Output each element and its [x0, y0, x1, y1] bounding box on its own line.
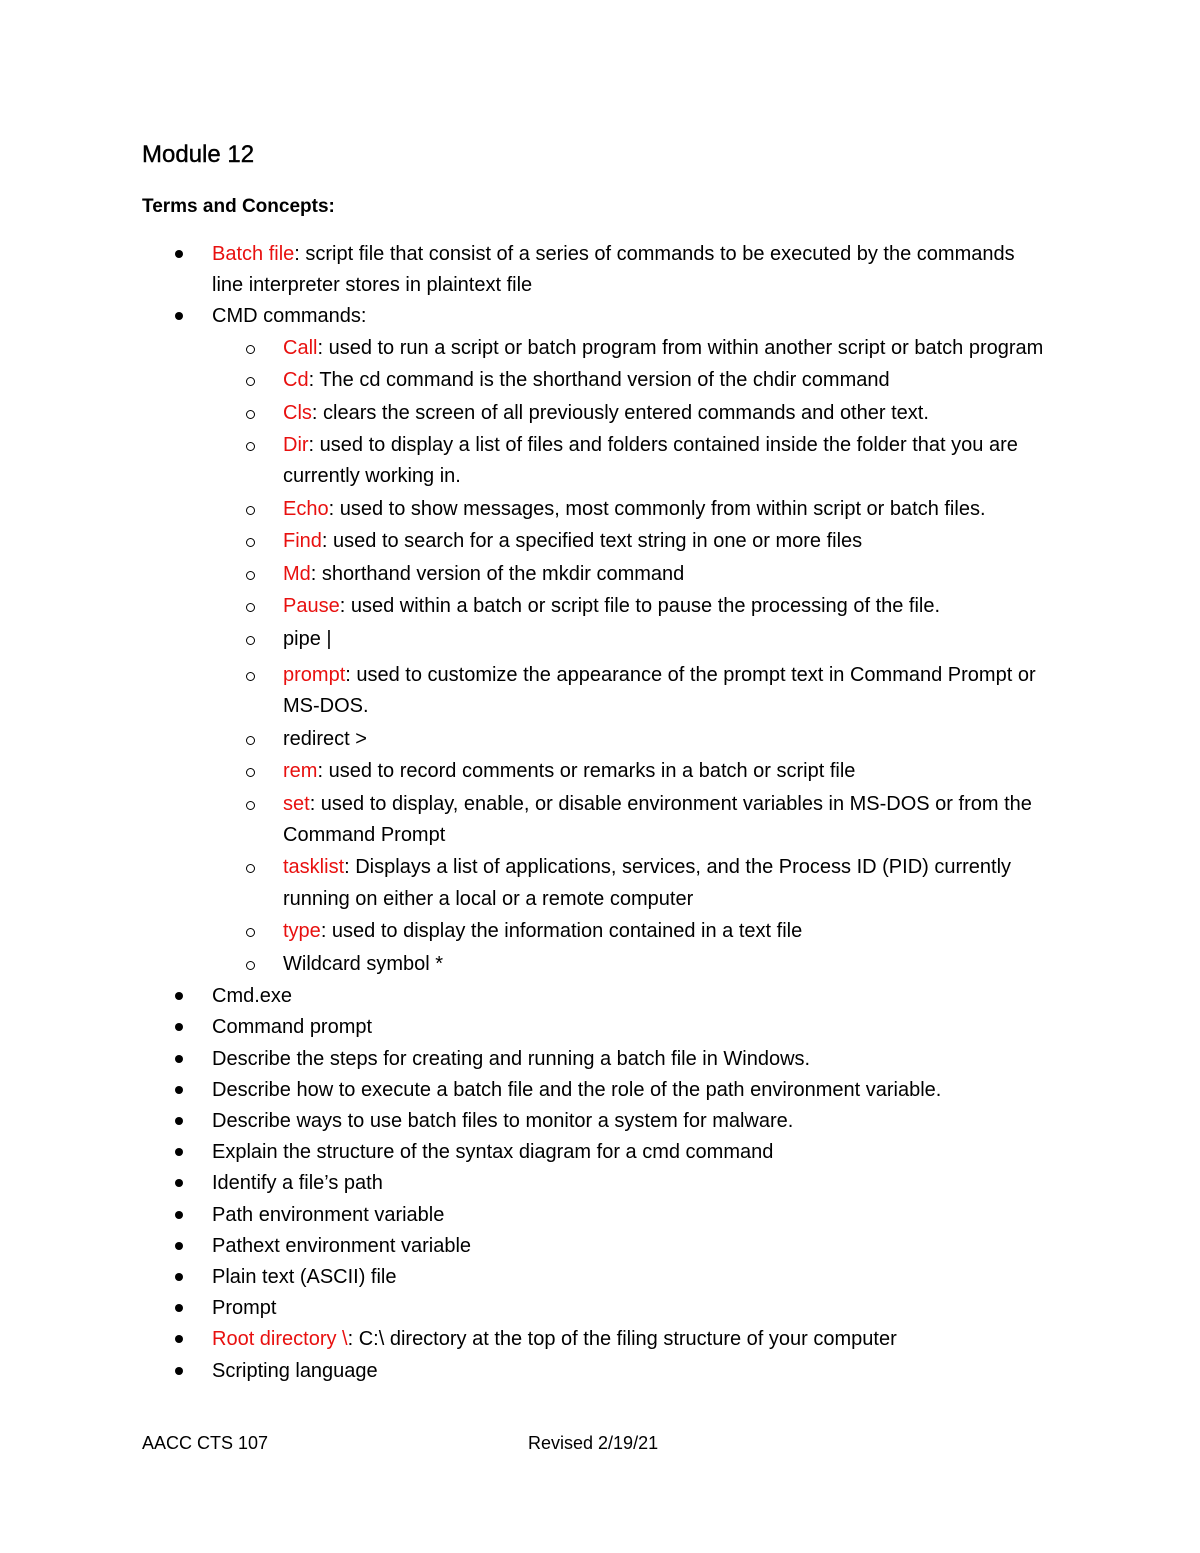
term-description: : used to search for a specified text string in one or more files [321, 530, 863, 553]
circle-bullet-icon [246, 410, 255, 419]
term-label: Pause [283, 595, 340, 618]
list-item [0, 398, 1068, 429]
circle-bullet-icon [246, 672, 255, 681]
bullet-icon [175, 992, 183, 1000]
bullet-icon [175, 1335, 183, 1343]
list-item [0, 494, 1068, 525]
cmd-commands-list [212, 333, 1044, 980]
term-description: Explain the structure of the syntax diagram for a cmd command [212, 1141, 774, 1164]
term-label: set [283, 792, 310, 815]
term-label: Echo [283, 497, 329, 520]
term-label: Cd [283, 369, 309, 392]
term-label: Batch file [212, 243, 295, 265]
list-item [0, 660, 1068, 722]
term-label: Root directory \ [212, 1328, 348, 1351]
term-label: tasklist [283, 856, 345, 879]
bullet-icon [175, 1055, 183, 1063]
list-item [0, 1262, 1032, 1293]
term-description: Plain text (ASCII) file [212, 1265, 397, 1288]
list-item [0, 1137, 1032, 1168]
term-description: Describe how to execute a batch file and the role of the path environment variable. [212, 1078, 942, 1101]
bullet-icon [175, 1086, 183, 1094]
list-item [0, 430, 1068, 492]
list-item [0, 301, 1044, 979]
term-description: : C:\ directory at the top of the filing structure of your computer [347, 1328, 897, 1351]
list-item [0, 365, 1068, 396]
list-item [0, 624, 1068, 655]
circle-bullet-icon [246, 636, 255, 645]
bullet-icon [175, 250, 183, 258]
page-title: Module 12 [142, 141, 255, 168]
term-label: Md [283, 562, 311, 585]
term-description: : Displays a list of applications, services, and the Process ID (PID) currently running on either a local or a remote computer [283, 856, 1012, 910]
term-description: Identify a file’s path [212, 1172, 383, 1195]
list-item [0, 1293, 1032, 1324]
list-item [0, 724, 1068, 755]
bullet-icon [175, 1211, 183, 1219]
circle-bullet-icon [246, 506, 255, 515]
circle-bullet-icon [246, 377, 255, 386]
term-label: Dir [283, 434, 309, 457]
footer-revision-date: Revised 2/19/21 [528, 1433, 659, 1453]
circle-bullet-icon [246, 736, 255, 745]
circle-bullet-icon [246, 345, 255, 354]
term-description: Describe the steps for creating and running a batch file in Windows. [212, 1047, 811, 1070]
list-item [0, 1324, 1032, 1355]
circle-bullet-icon [246, 928, 255, 937]
circle-bullet-icon [246, 961, 255, 970]
list-item [0, 239, 1032, 301]
list-item [0, 1012, 1032, 1043]
circle-bullet-icon [246, 571, 255, 580]
term-description: Describe ways to use batch files to monitor a system for malware. [212, 1109, 794, 1132]
list-item [0, 1075, 1032, 1106]
term-description: CMD commands: [212, 305, 367, 328]
list-item [0, 1044, 1032, 1075]
list-item [0, 1231, 1032, 1262]
list-item [0, 916, 1068, 947]
term-label: prompt [283, 664, 346, 687]
term-description: Wildcard symbol * [283, 952, 444, 975]
bullet-icon [175, 1179, 183, 1187]
list-item [0, 1168, 1032, 1199]
footer-course-label: AACC CTS 107 [142, 1433, 269, 1453]
list-item [0, 333, 1068, 364]
term-description: : used to record comments or remarks in a batch or script file [317, 760, 856, 783]
term-label: rem [283, 760, 318, 783]
circle-bullet-icon [246, 864, 255, 873]
list-item [0, 591, 1068, 622]
term-description: : used to run a script or batch program from within another script or batch program [317, 336, 1044, 359]
list-item [0, 789, 1068, 851]
term-label: type [283, 920, 321, 943]
bullet-icon [175, 1148, 183, 1156]
list-item [0, 559, 1068, 590]
term-description: redirect > [283, 727, 367, 750]
list-item [0, 526, 1068, 557]
section-heading: Terms and Concepts: [142, 196, 335, 217]
list-item [0, 852, 1068, 914]
term-label: Cls [283, 401, 312, 424]
term-description: Command prompt [212, 1016, 373, 1039]
circle-bullet-icon [246, 442, 255, 451]
term-description: : clears the screen of all previously entered commands and other text. [311, 401, 929, 424]
term-description: : used to display a list of files and folders contained inside the folder that you are currently working in. [283, 434, 1018, 488]
term-label: Find [283, 530, 322, 553]
circle-bullet-icon [246, 538, 255, 547]
term-description: : The cd command is the shorthand version of the chdir command [308, 369, 890, 392]
term-description: Pathext environment variable [212, 1234, 472, 1257]
term-description: Prompt [212, 1297, 277, 1320]
bullet-icon [175, 1304, 183, 1312]
term-description: Path environment variable [212, 1203, 445, 1226]
bullet-icon [175, 1023, 183, 1031]
term-label: Call [283, 336, 318, 359]
term-description: : shorthand version of the mkdir command [310, 562, 685, 585]
list-item [0, 981, 1032, 1012]
bullet-icon [175, 312, 183, 320]
bullet-icon [175, 1242, 183, 1250]
bullet-icon [175, 1367, 183, 1375]
term-description: : used within a batch or script file to pause the processing of the file. [339, 595, 941, 618]
term-description: Scripting language [212, 1359, 378, 1382]
list-item [0, 1200, 1032, 1231]
circle-bullet-icon [246, 768, 255, 777]
bullet-icon [175, 1117, 183, 1125]
term-description: : used to show messages, most commonly from within script or batch files. [328, 497, 986, 520]
terms-list [0, 239, 1200, 1387]
term-description: pipe | [283, 627, 332, 650]
circle-bullet-icon [246, 603, 255, 612]
list-item [0, 949, 1068, 980]
term-description: : used to display, enable, or disable environment variables in MS-DOS or from the Command Prompt [283, 792, 1032, 846]
term-description: : used to display the information contained in a text file [320, 920, 803, 943]
term-description: Cmd.exe [212, 985, 293, 1008]
term-description: : used to customize the appearance of the prompt text in Command Prompt or MS-DOS. [283, 664, 1036, 718]
term-description: : script file that consist of a series of commands to be executed by the commands line interpreter stores in plaintext file [212, 243, 1015, 297]
circle-bullet-icon [246, 801, 255, 810]
list-item [0, 1106, 1032, 1137]
list-item [0, 756, 1068, 787]
list-item [0, 1356, 1032, 1387]
bullet-icon [175, 1273, 183, 1281]
